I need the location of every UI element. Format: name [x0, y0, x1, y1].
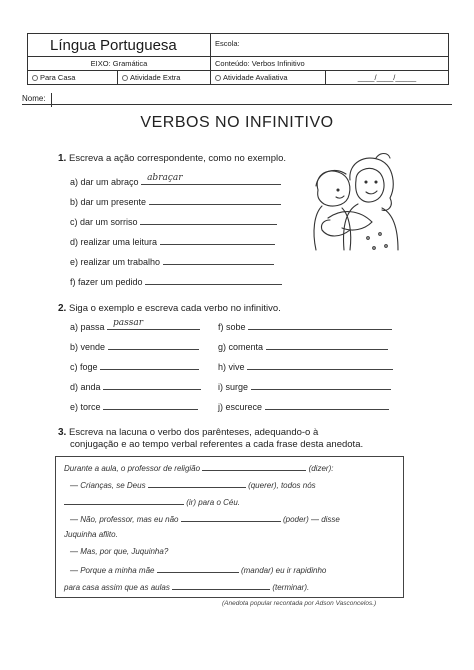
option-atividade-avaliativa[interactable]: Atividade Avaliativa: [211, 71, 326, 84]
q2-item-i: i) surge: [218, 381, 391, 392]
option-atividade-extra[interactable]: Atividade Extra: [118, 71, 211, 84]
question-3: 3. Escreva na lacuna o verbo dos parênteses, adequando-o à: [58, 427, 319, 438]
header-row-title: [28, 34, 448, 57]
question-1: 1. Escreva a ação correspondente, como no exemplo.: [58, 153, 287, 164]
answer-blank[interactable]: [172, 581, 270, 590]
checkbox-icon: [215, 75, 221, 81]
answer-blank[interactable]: [108, 341, 199, 350]
q1-item-c: c) dar um sorriso: [70, 216, 277, 227]
question-2: 2. Siga o exemplo e escreva cada verbo no infinitivo.: [58, 303, 281, 314]
answer-blank[interactable]: [145, 276, 282, 285]
answer-blank[interactable]: [103, 401, 198, 410]
example-answer: passar: [113, 318, 144, 328]
answer-blank[interactable]: [100, 361, 199, 370]
answer-blank[interactable]: [265, 401, 389, 410]
answer-blank[interactable]: [141, 173, 281, 185]
q1-item-d: d) realizar uma leitura: [70, 236, 275, 247]
answer-blank[interactable]: [248, 321, 392, 330]
anecdote-box: [55, 456, 404, 598]
q1-item-e: e) realizar um trabalho: [70, 256, 274, 267]
q2-item-h: h) vive: [218, 361, 393, 372]
story-line-7: — Porque a minha mãe (mandar) eu ir rapidinho: [70, 566, 327, 575]
story-line-3: (ir) para o Céu.: [64, 496, 240, 507]
divider: [22, 104, 452, 105]
answer-blank[interactable]: [202, 462, 306, 471]
story-line-1: Durante a aula, o professor de religião (dizer):: [64, 464, 334, 473]
answer-blank[interactable]: [181, 513, 281, 522]
q1-item-a: a) dar um abraço abraçar: [70, 176, 281, 187]
school-label: Escola:: [215, 39, 240, 48]
checkbox-icon: [32, 75, 38, 81]
date-field[interactable]: ____/____/_____: [357, 73, 417, 82]
axis-label: EIXO: Gramática: [28, 57, 211, 70]
answer-blank[interactable]: [149, 196, 281, 205]
answer-blank[interactable]: [148, 479, 246, 488]
page-title: VERBOS NO INFINITIVO: [140, 114, 334, 131]
answer-blank[interactable]: [64, 496, 184, 505]
name-label: Nome:: [22, 94, 46, 103]
option-para-casa[interactable]: Para Casa: [28, 71, 118, 84]
answer-blank[interactable]: [103, 381, 201, 390]
header-row-axis: [28, 57, 448, 71]
answer-blank[interactable]: [247, 361, 393, 370]
story-line-6: — Mas, por que, Juquinha?: [70, 547, 169, 556]
story-line-4: — Não, professor, mas eu não (poder) — disse: [70, 515, 340, 524]
answer-blank[interactable]: [140, 216, 277, 225]
story-line-8: para casa assim que as aulas (terminar).: [64, 583, 310, 592]
hug-illustration: [298, 150, 408, 255]
example-answer: abraçar: [147, 173, 183, 183]
q2-item-j: j) escurece: [218, 401, 389, 412]
q2-item-e: e) torce: [70, 401, 198, 412]
header-table: [27, 33, 449, 85]
answer-blank[interactable]: [251, 381, 391, 390]
checkbox-icon: [122, 75, 128, 81]
content-label: Conteúdo: Verbos Infinitivo: [215, 59, 305, 68]
q2-item-d: d) anda: [70, 381, 201, 392]
q2-item-c: c) foge: [70, 361, 199, 372]
answer-blank[interactable]: [157, 564, 239, 573]
answer-blank[interactable]: [160, 236, 275, 245]
anecdote-credit: (Anedota popular recontada por Adson Vasconcelos.): [222, 600, 377, 607]
subject-title: Língua Portuguesa: [28, 34, 211, 56]
answer-blank[interactable]: [107, 318, 200, 330]
answer-blank[interactable]: [163, 256, 274, 265]
q2-item-b: b) vende: [70, 341, 199, 352]
q1-item-b: b) dar um presente: [70, 196, 281, 207]
q2-item-g: g) comenta: [218, 341, 388, 352]
story-line-5: Juquinha aflito.: [64, 530, 118, 539]
story-line-2: — Crianças, se Deus (querer), todos nós: [70, 481, 316, 490]
question-3-line2: conjugação e ao tempo verbal referentes a cada frase desta anedota.: [70, 439, 364, 450]
q2-item-f: f) sobe: [218, 321, 392, 332]
header-row-options: [28, 71, 448, 84]
q2-item-a: a) passa passar: [70, 321, 200, 332]
answer-blank[interactable]: [266, 341, 388, 350]
q1-item-f: f) fazer um pedido: [70, 276, 282, 287]
